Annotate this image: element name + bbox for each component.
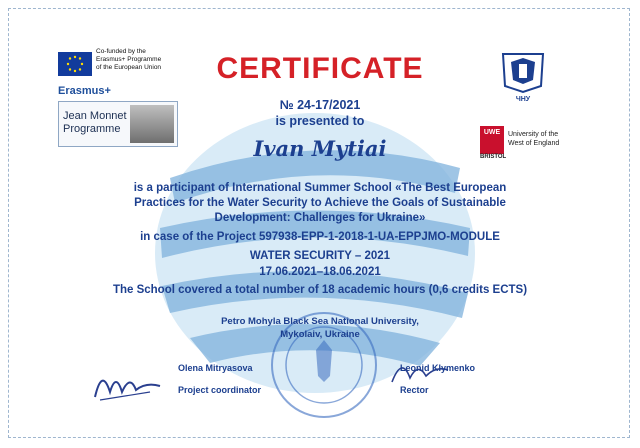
- eu-text-line: Erasmus+ Programme: [96, 56, 162, 63]
- body-line: is a participant of International Summer School «The Best European: [133, 182, 507, 194]
- certificate-title: CERTIFICATE: [216, 52, 424, 85]
- eu-text-line: Co-funded by the: [96, 48, 146, 55]
- body-line: Development: Challenges for Ukraine»: [214, 212, 426, 224]
- jm-line: Programme: [63, 123, 121, 135]
- project-line: in case of the Project 597938-EPP-1-2018-1-UA-EPPJMO-MODULE: [140, 231, 500, 243]
- rector-role: Rector: [400, 385, 429, 395]
- left-signature: [90, 362, 170, 406]
- body-line: Practices for the Water Security to Achieve the Goals of Sustainable: [134, 197, 506, 209]
- rector-name: Leonid Klymenko: [400, 363, 476, 373]
- coordinator-name: Olena Mitryasova: [178, 363, 253, 373]
- recipient-name: Ivan Mytiai: [253, 136, 387, 161]
- presented-to: is presented to: [275, 114, 365, 128]
- jm-line: Jean Monnet: [63, 110, 127, 122]
- certificate-number: № 24-17/2021: [279, 98, 361, 112]
- university-city: Mykolaiv, Ukraine: [280, 329, 360, 340]
- erasmus-label: Erasmus+: [58, 85, 111, 97]
- uwe-mark: UWE: [480, 126, 504, 154]
- coordinator-role: Project coordinator: [178, 385, 262, 395]
- hours-line: The School covered a total number of 18 academic hours (0,6 credits ECTS): [112, 284, 528, 296]
- chnu-label: ЧНУ: [515, 96, 531, 103]
- uwe-name-line: West of England: [508, 140, 560, 147]
- event-name: WATER SECURITY – 2021: [249, 250, 391, 262]
- eu-text-line: of the European Union: [96, 64, 162, 71]
- university-name: Petro Mohyla Black Sea National University,: [221, 316, 419, 327]
- uwe-city: BRISTOL: [480, 154, 507, 160]
- event-dates: 17.06.2021–18.06.2021: [259, 266, 381, 278]
- uwe-name-line: University of the: [508, 131, 559, 138]
